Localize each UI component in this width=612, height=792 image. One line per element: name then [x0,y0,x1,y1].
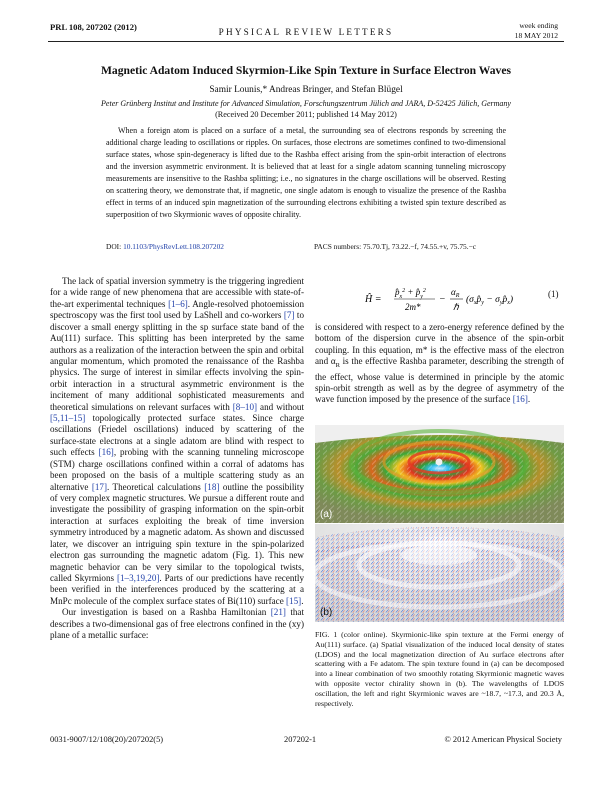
affiliation: Peter Grünberg Institut and Institute for Advanced Simulation, Forschungszentrum Jülich and JARA, D-52425 Jülich, Germany [101,99,511,108]
paragraph-2: Our investigation is based on a Rashba Hamiltonian [21] that describes a two-dimensional gas of free electrons confined in the (xy) plane of a metallic surface: [50,607,304,641]
journal-name: PHYSICAL REVIEW LETTERS [218,27,394,37]
abstract: When a foreign atom is placed on a surface of a metal, the surrounding sea of electrons responds by screening the additional charge leading to oscillations or ripples. On surfaces, those electrons are sometimes confined to two-dimensional surface states, whose spin-degeneracy is lifted due to the Rashba effect arising from the spin-orbit interaction of electrons and the inversion asymmetric environment. It is believed that at least for a single adatom scanning tunneling microscopy measurements are insensitive to the Rashba splitting; i.e., no signatures in the charge oscillations will be observed. Resting on scattering theory, we demonstrate that, if magnetic, one single adatom is enough to visualize the presence of the Rashba effect in terms of an induced spin magnetization of the surrounding electrons exhibiting a twisted spin texture described as superposition of two Skyrmionic waves of opposite chirality. [106,126,506,220]
doi-pacs-line [106,242,506,251]
citation-link[interactable]: [1–6] [168,298,188,309]
week-ending-label: week ending [519,21,558,30]
eq-num2: α [451,287,456,297]
citation-link[interactable]: [18] [204,481,220,492]
doi-label: DOI: [106,242,122,251]
citation-link[interactable]: [16] [98,447,114,458]
svg-text:p̂x2 + p̂y2: $p̂_x^2$ + $p̂_y^2$ [395,287,426,300]
citation-link[interactable]: [5,11–15] [50,413,86,424]
svg-text:−: − [439,294,446,305]
eq-rhs: (σ [466,295,474,305]
figure-1 [315,425,564,622]
citation-link[interactable]: [8–10] [232,401,258,412]
header-rule [48,41,564,42]
figure-panel-a [315,425,564,523]
right-column [315,322,564,406]
citation-link[interactable]: [7] [283,310,295,321]
footer-code: 0031-9007/12/108(20)/207202(5) [50,735,164,744]
received-dates: (Received 20 December 2011; published 14 May 2012) [215,110,397,119]
equation-number: (1) [548,289,559,299]
citation-link[interactable]: [1–3,19,20] [116,572,160,583]
citation-link[interactable]: [17] [91,481,107,492]
figure-caption: FIG. 1 (color online). Skyrmionic-like spin texture at the Fermi energy of Au(111) surface. (a) Spatial visualization of the induced local density of states (LDOS) and the local magnetization direction of Au surface electrons after scattering with a Fe adatom. The spin texture found in (a) can be decomposed into a linear combination of two smoothly rotating Skyrmionic magnetic waves with opposite vector chirality shown in (b). The wavelengths of LDOS oscillation, the left and right Skyrmionic waves are ~18.7, ~17.3, and 20.3 Å, respectively. [315,630,564,708]
svg-text:(σxp̂y − σyp̂x): ($\sigma_xp̂_y$ − $\sigma_yp̂_x$) [466,295,514,306]
journal-reference: PRL 108, 207202 (2012) [50,22,137,32]
svg-text:αR: $\alpha_R$ [451,287,460,299]
left-column [50,276,304,642]
eq-lhs: Ĥ = [365,294,382,305]
adatom-marker [436,459,443,466]
pacs-numbers: PACS numbers: 75.70.Tj, 73.22.−f, 74.55.+v, 75.75.−c [314,242,477,251]
equation-1 [365,284,565,314]
eq-den1: 2m* [405,302,421,312]
week-ending-date: 18 MAY 2012 [514,30,558,40]
paragraph-3: is considered with respect to a zero-energy reference defined by the bottom of the dispersion curve in the absence of the spin-orbit coupling. In this equation, m* is the effective mass of the electron and $\alpha_R$ is the effective Rashba parameter, describing the strength of the effect, whose value is determined in principle by the atomic spin-orbit strength as well as by the degree of asymmetry of the wave function imposed by the presence of the surface [16]. [315,322,564,405]
citation-link[interactable]: [21] [270,607,286,618]
eq-den2: ℏ [453,302,459,312]
doi-link[interactable]: 10.1103/PhysRevLett.108.207202 [123,242,224,251]
eq-num1: p̂ [395,287,400,297]
authors: Samir Lounis,* Andreas Bringer, and Stefan Blügel [209,85,403,95]
paragraph-1: The lack of spatial inversion symmetry is the triggering ingredient for a wide range of new phenomena that are accessible with state-of-the-art experimental techniques [1–6]. Angle-resolved photoemission spectroscopy was the first tool used by LaShell and co-workers [7] to discover a small energy splitting in the sp surface state band of the Au(111) surface. This splitting has been interpreted by the same authors as a realization of the interaction between the spin and orbital angular momentum, which promoted the renaissance of the Rashba physics. The surge of interest in similar effects involving the spin-orbit interaction in a structural asymmetric environment is the incitement of many additional sophisticated measurements and theoretical simulations on relevant surfaces with [8–10] and without [5,11–15] topologically protected surface states. Since charge oscillations (Friedel oscillations) induced by scattering of the surface-state electrons at a single adatom are blind with respect to such effects [16], probing with the scanning tunneling microscope (STM) charge oscillations confined within a corral of adatoms has been proposed on the basis of a multiple scattering study as an alternative [17]. Theoretical calculations [18] outline the possibility of very complex magnetic structures. We pursue a different route and investigate the possibility of grasping information on the spin-orbit interaction at surfaces exploiting the break of time inversion symmetry introduced by a magnetic adatom. As shown and discussed later, we discover an intriguing spin texture in the spin-polarized electron gas surrounding the magnetic adatom (Fig. 1). This new magnetic behavior can be very similar to the topological twists, called Skyrmions [1–3,19,20]. Parts of our predictions have recently been verified in the interferences produced by the scattering at a MnPc molecule of the complex surface states of Bi(110) surface [15]. [50,276,305,606]
week-ending [515,21,558,40]
page-number: 207202-1 [284,735,317,744]
citation-link[interactable]: [15] [286,595,302,606]
citation-link[interactable]: [16] [512,394,528,405]
panel-b-label: (b) [320,607,333,618]
paper-title: Magnetic Adatom Induced Skyrmion-Like Spin Texture in Surface Electron Waves [100,64,511,77]
figure-panel-b [315,524,564,622]
copyright: © 2012 American Physical Society [444,735,562,744]
panel-a-label: (a) [320,509,333,520]
